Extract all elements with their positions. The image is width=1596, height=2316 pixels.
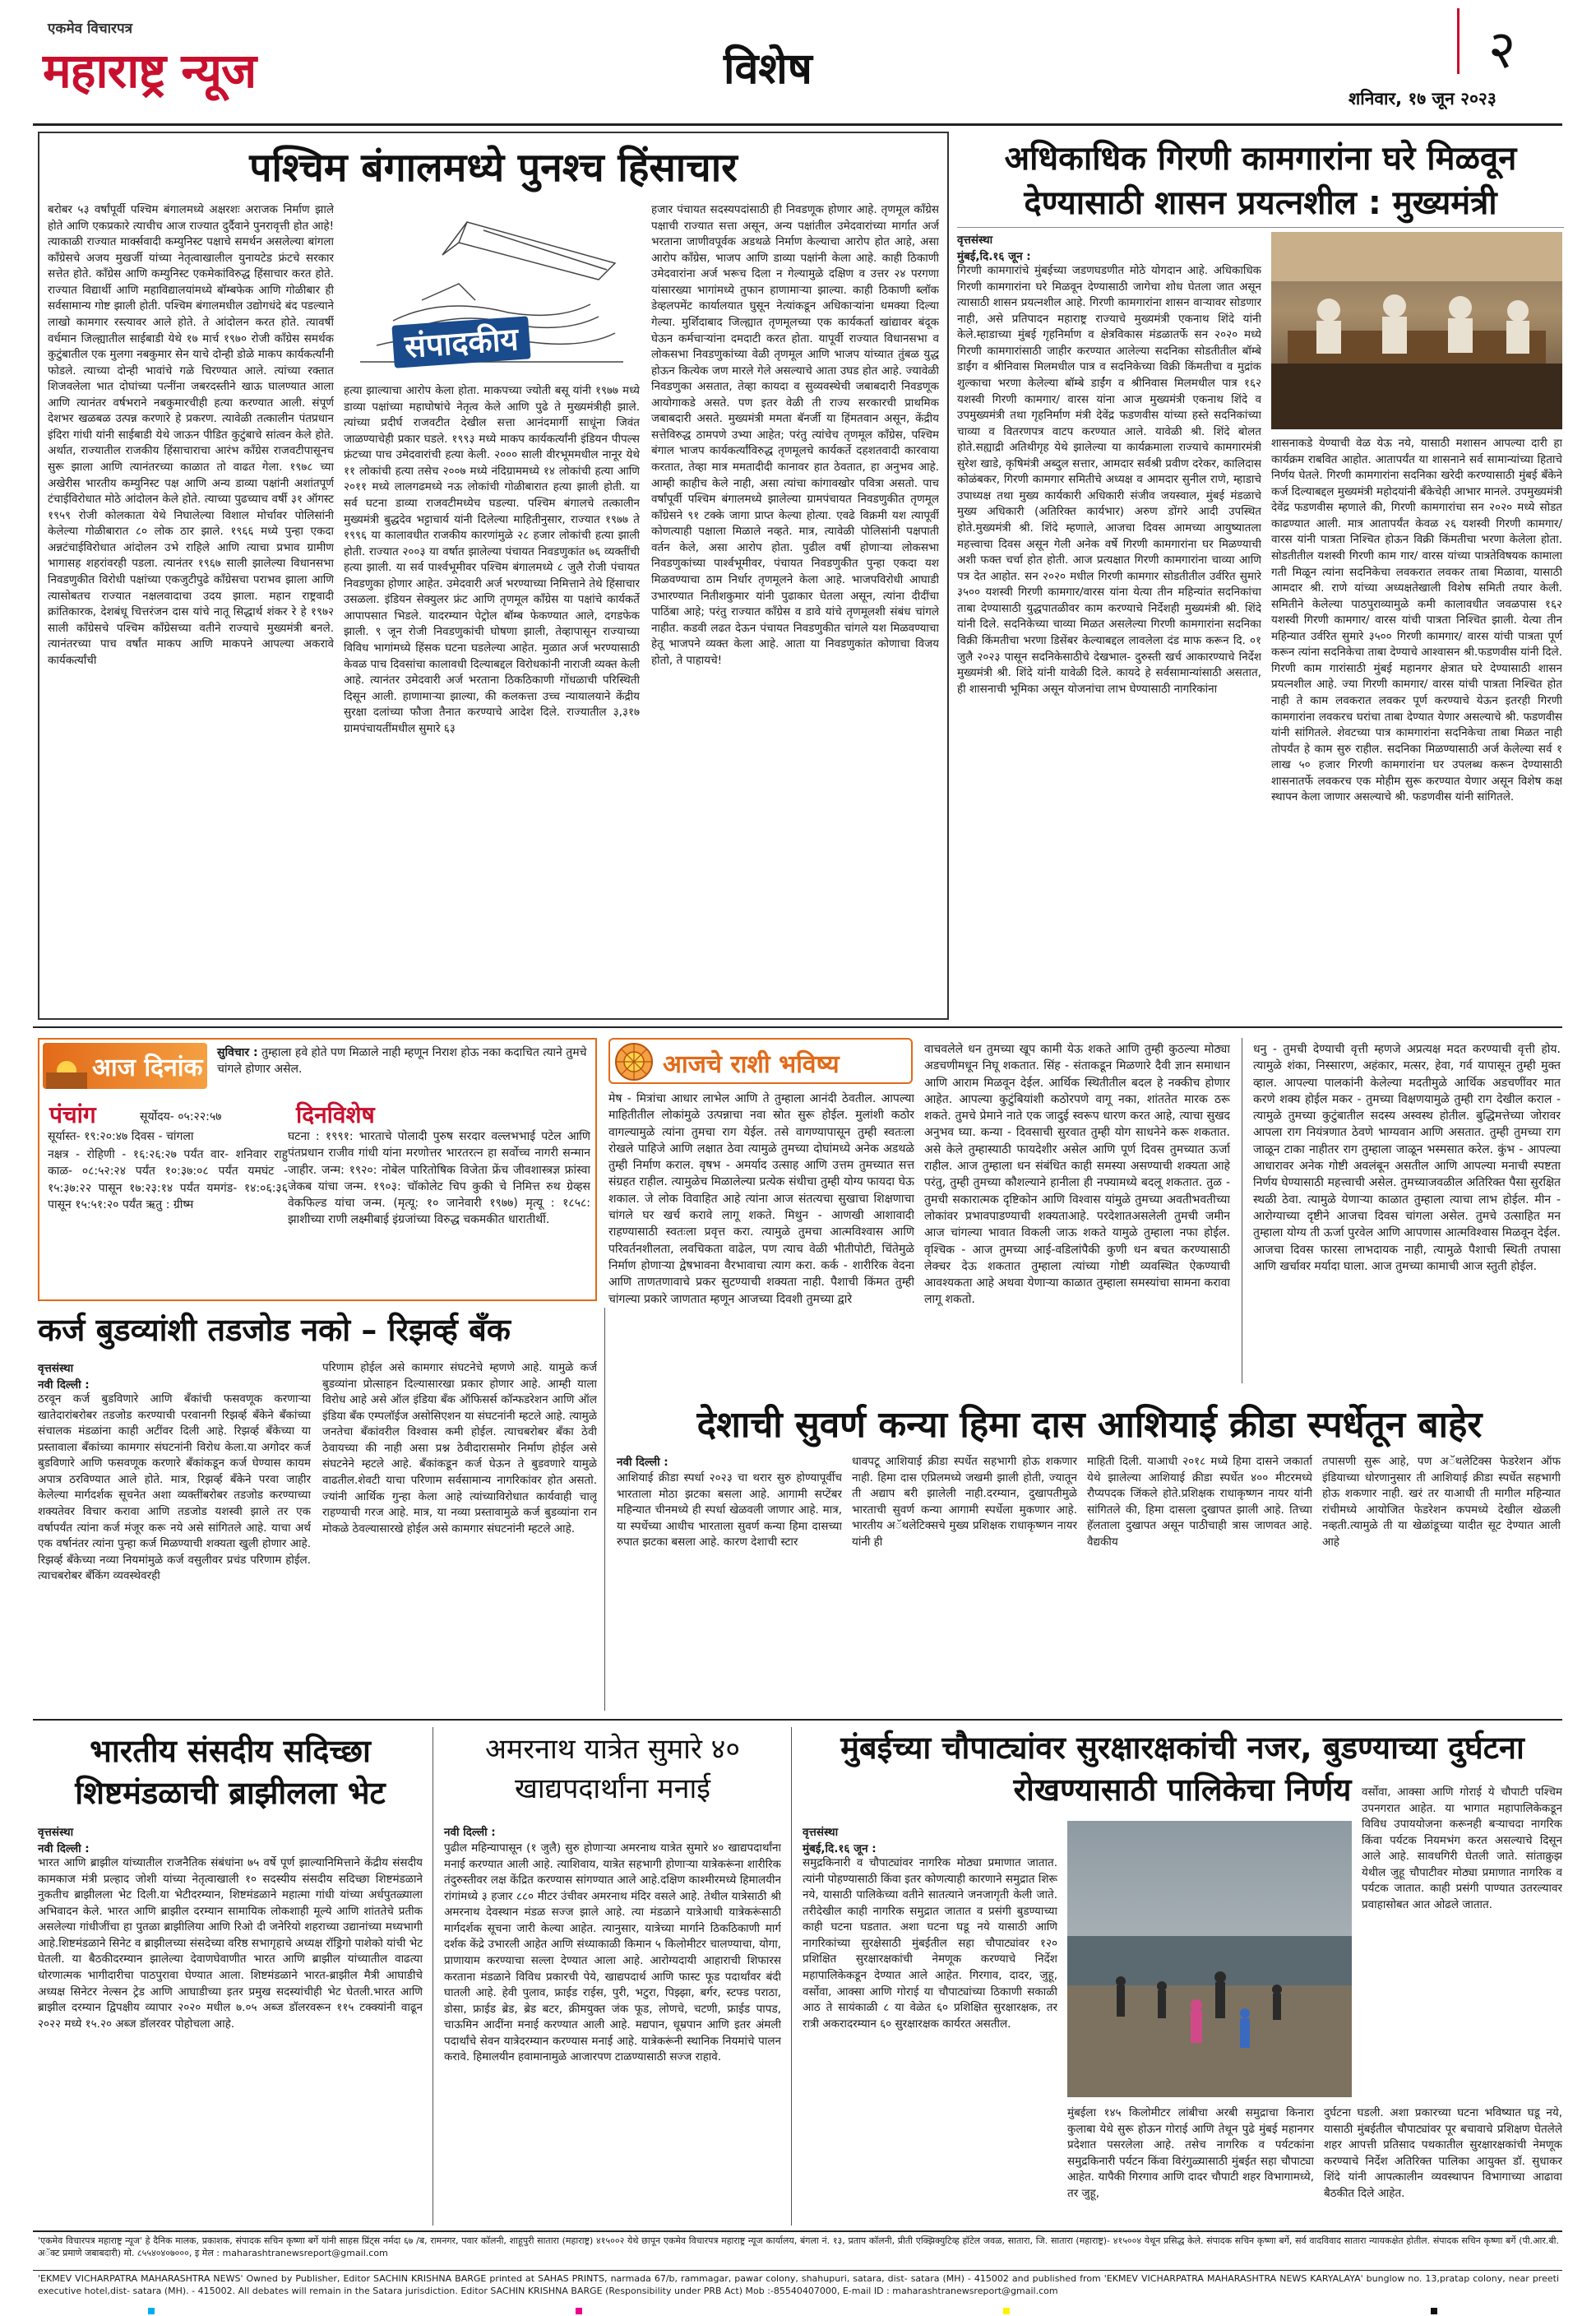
masthead-tagline: एकमेव विचारपत्र — [48, 21, 133, 37]
rashi-title: आजचे राशी भविष्य — [663, 1050, 840, 1079]
hima-headline: देशाची सुवर्ण कन्या हिमा दास आशियाई क्रीडा स्पर्धेतून बाहेर — [696, 1404, 1483, 1446]
imprint-english: 'EKMEV VICHARPATRA MAHARASHTRA NEWS' Owned by Publisher, Editor SACHIN KRISHNA BARGE printed at SAHAS PRINTS, narmada 67/b, rammagar, pawar colony, shahupuri, satara, dist- satara (MH) - 415002 and published from 'EKMEV VICHARPATRA MAHARASHTRA NEWS KARYALAYA' bunglow no. 13,pratap colony, near preeti executive hotel,dist- satara (MH). - 415002. All debates will remain in the Satara jurisdiction. Editor SACHIN KRISHNA BARGE (Responsibility under PRB Act) Mob :-85540407000, E-mail ID : maharashtranewsreport@gmail.com — [38, 2273, 1559, 2296]
sunrise-icon — [46, 1043, 87, 1089]
print-reg-mark — [1431, 2308, 1437, 2314]
rashi-banner — [608, 1038, 913, 1084]
page-number: २ — [1488, 20, 1516, 81]
mills-col-1: गिरणी कामगारांचे मुंबईच्या जडणघडणीत मोठे योगदान आहे. अधिकाधिक गिरणी कामगारांना घरे मिळवून देण्यासाठी जागेचा शोध घेतला जात असून त्यासाठी शासन प्रयत्नशील आहे. गिरणी कामगारांना शासन वाऱ्यावर सोडणार नाही, असे प्रतिपादन महाराष्ट्र राज्याचे मुख्यमंत्री एकनाथ शिंदे यांनी केले.म्हाडाच्या मुंबई गृहनिर्माण व क्षेत्रविकास मंडळातर्फे सन २०२० मध्ये गिरणी कामगारांसाठी जाहीर करण्यात आलेल्या सदनिका सोडतीतील बॉम्बे डाईंग व श्रीनिवास मिलमधील पात्र व सदनिकेच्या विक्री किंमतीचा व मुद्रांक शुल्काचा भरणा केलेल्या बॉम्बे डाईंग व श्रीनिवास मिलमधील पात्र १६२ यशस्वी गिरणी कामगार/ वारस यांना आज मुख्यमंत्री एकनाथ शिंदे व उपमुख्यमंत्री तथा गृहनिर्माण मंत्री देवेंद्र फडणवीस यांच्या हस्ते सदनिकांच्या चाव्या व वितरणपत्र वाटप करण्यात आले. यावेळी श्री. शिंदे बोलत होते.सह्याद्री अतिथीगृह येथे झालेल्या या कार्यक्रमाला राज्याचे कामगारमंत्री सुरेश खाडे, कृषिमंत्री अब्दुल सत्तार, आमदार सर्वश्री प्रवीण दरेकर, कालिदास कोळंबकर, गिरणी कामगार समितीचे अध्यक्ष व आमदार सुनील राणे, म्हाडाचे उपाध्यक्ष तथा मुख्य कार्यकारी अधिकारी संजीव जयस्वाल, मुंबई मंडळाचे मुख्य अधिकारी (अतिरिक्त कार्यभार) अरुण डोंगरे आदी उपस्थित होते.मुख्यमंत्री श्री. शिंदे म्हणाले, आजचा दिवस आमच्या आयुष्यातला महत्त्वाचा दिवस असून गेली अनेक वर्षे गिरणी कामगारांना घर मिळण्याची अशी फक्त चर्चा होत होती. आज प्रत्यक्षात गिरणी कामगारांना चाव्या आणि पत्र देत आहोत. सन २०२० मधील गिरणी कामगार सोडतीतील उर्वरित सुमारे ३५०० यशस्वी गिरणी कामगार/वारस यांना येत्या तीन महिन्यांत सदनिकांचा ताबा देण्यासाठी युद्धपातळीवर काम करण्याचे निर्देशही मुख्यमंत्री श्री. शिंदे यांनी दिले. सदनिकेच्या चाव्या मिळत असलेल्या गिरणी कामगारांना सदनिका विक्री किंमतीचा भरणा डिसेंबर केल्याबद्दल लावलेला दंड माफ करून दि. ०१ जुलै २०२३ पासून सदनिकेसाठीचे देखभाल- दुरुस्ती खर्च आकारण्याचे निर्देश मुख्यमंत्री श्री. शिंदे यांनी यावेळी दिले. कायदे हे सर्वसामान्यांसाठी असतात, ही शासनाची भूमिका असून योजनांचा लाभ घेण्यासाठी नागरिकांना — [957, 264, 1261, 696]
rashi-col-2: वाचवलेले धन तुमच्या खूप कामी येऊ शकते आणि तुम्ही कुठल्या मोठ्या अडचणीमधून निघू शकतात. सिंह - संताकडून मिळणारे दैवी ज्ञान समाधान आणि आराम मिळवून देईल. आर्थिक स्थितीतील बदल हे नक्कीच होणार आहेत. आपल्या कुटुंबियांशी कठोरपणे वागू नका, शांततेत मारक ठरू शकते. तुमचे प्रेमाने नाते एक जादुई स्वरूप धारण करत आहे, त्याचा सुखद अनुभव घ्या. कन्या - दिवसाची सुरवात तुम्ही योग साधनेने करू शकतात. असे केले तुम्हास्याठी फायदेशीर असेल आणि पूर्ण दिवस तुमच्यात ऊर्जा राहील. आज तुम्हाला धन संबंधित काही समस्या असण्याची शक्यता आहे परंतु, तुम्ही तुमच्या कौशल्याने हानीला ही नफ्यामध्ये बदलू शकतात. तुळ - तुमची सकारात्मक दृष्टिकोन आणि विश्वास यांमुळे तुमच्या अवतीभवतीच्या लोकांवर प्रभावपाडण्याची शक्यताआहे. परदेशातअसलेली तुमची जमीन आज चांगल्या भावात विकली जाऊ शकते यामुळे तुम्हाला नफा होईल. वृश्चिक - आज तुमच्या आई-वडिलांपैकी कुणी धन बचत करण्यासाठी लेक्चर देऊ शकतात तुम्हाला त्यांच्या गोष्टी व्यवस्थित ऐकण्याची आवश्यकता आहे अथवा येणाऱ्या काळात तुम्हाला समस्यांचा सामना करावा लागू शकतो. — [924, 1043, 1230, 1307]
amarnath-dateline: नवी दिल्ली : — [444, 1826, 496, 1839]
imprint-rule-2 — [33, 2270, 1562, 2271]
hima-col-1: आशियाई क्रीडा स्पर्धा २०२३ चा थरार सुरु होण्यापूर्वीच भारताला मोठा झटका बसला आहे. आगामी सप्टेंबर महिन्यात चीनमध्ये ही स्पर्धा खेळवली जाणार आहे. मात्र, या स्पर्धेच्या आधीच भारताला सुवर्ण कन्या हिमा दासच्या रुपात झटका बसला आहे. कारण देशाची स्टार — [617, 1471, 842, 1549]
dinvishesh-label: दिनविशेष — [296, 1101, 375, 1128]
panchang-line-1: सूर्योदय- ०५:२२:५७ — [140, 1110, 222, 1123]
mills-headline-rule — [957, 227, 1564, 228]
rbi-divider — [604, 1308, 605, 1711]
brazil-agency: वृत्तसंस्था — [38, 1826, 74, 1839]
mumbai-col-2: मुंबईला १४५ किलोमीटर लांबीचा अरबी समुद्राचा किनारा कुलाबा येथे सुरू होऊन गोराई आणि तेथून पुढे मुंबई महानगर प्रदेशात पसरलेला आहे. तसेच नागरिक व पर्यटकांना समुद्रकिनारी पर्यटन किंवा विरंगुळ्यासाठी मुंबईत सहा चौपाट्या आहेत. यापैकी गिरगाव आणि दादर चौपाटी शहर विभागामध्ये, तर जुहू, — [1067, 2106, 1314, 2200]
issue-date: शनिवार, १७ जून २०२३ — [1349, 89, 1497, 109]
rashi-col-1: मेष - मित्रांचा आधार लाभेल आणि ते तुम्हाला आनंदी ठेवतील. आपल्या माहितीतील लोकांमुळे उत्पन्नाचा नवा स्रोत सुरू होईल. मुलांशी कठोर वागल्यामुळे त्यांना तुमचा राग येईल. तसे वागण्यापासून तुम्ही स्वतःला रोखले पाहिजे आणि लक्षात ठेवा त्यामुळे तुमच्या दोघांमध्ये अनेक अडथळे तुम्ही निर्माण कराल. वृषभ - अमर्याद उत्साह आणि उत्तम तुमच्यात सत्त संग्रहत राहील. त्यामुळेच मिळालेल्या प्रत्येक संधीचा तुम्ही योग्य फायदा घेऊ शकाल. जे लोक विवाहित आहे त्यांना आज संतत्यचा सुखाचा शिक्षणाचा चांगले घर खर्च करावे लागू शकते. मिथुन - आणखी आशावादी राहण्यासाठी स्वतःला प्रवृत्त करा. त्यामुळे तुमचा आत्मविश्वास आणि परिवर्तनशीलता, लवचिकता वाढेल, पण त्याच वेळी भीतीपोटी, चिंतेमुळे निर्माण होणाऱ्या द्वेषभावना वैरभावाचा त्याग करा. कर्क - शारीरिक वेदना आणि ताणतणावाचे प्रकर सुटण्याची शक्यता नाही. पैशाची किंमत तुम्ही चांगल्या प्रकारे जाणतात म्हणून आजच्या दिवशी तुमच्या द्वारे — [608, 1092, 914, 1306]
mumbai-col-4: दुर्घटना घडली. अशा प्रकारच्या घटना भविष्यात घडू नये, यासाठी मुंबईतील चौपाट्यांवर पूर बचावाचे प्रशिक्षण घेतलेले शहर आपत्ती प्रतिसाद पथकातील सुरक्षारक्षकांची नेमणूक करण्याचे निर्देश अतिरिक्त पालिका आयुक्त डॉ. सुधाकर शिंदे यांनी आपत्कालीन व्यवस्थापन विभागाच्या आढावा बैठकीत दिले आहेत. — [1324, 2106, 1562, 2200]
panchang-line-2: सूर्यास्त- १९:२०:४७ दिवस - चांगला — [48, 1130, 194, 1143]
suvichar — [217, 1045, 592, 1078]
rbi-headline: कर्ज बुडव्यांशी तडजोड नको – रिझर्व्ह बँक — [38, 1312, 511, 1348]
section-rule-1 — [33, 1026, 1562, 1028]
bengal-col-1: बरोबर ५३ वर्षांपूर्वी पश्चिम बंगालमध्ये अक्षरशः अराजक निर्माण झाले होते आणि एकप्रकारे त्याचीच आज राज्यात दुर्दैवाने पुनरावृत्ती होत आहे! त्याकाळी राज्यात मार्क्सवादी कम्युनिस्ट पक्षाचे समर्थन असलेल्या बांगला कॉंग्रेसचे अजय मुखर्जी यांच्या नेतृत्वाखालील युनायटेड फ्रंटचे सरकार सत्तेत होते. कॉंग्रेस आणि कम्युनिस्ट एकमेकांविरुद्ध हिंसाचार करत होते. राज्यात विद्यार्थी आणि महाविद्यालयांमध्ये बॉम्बफेक आणि गोळीबार ही सर्वसामान्य गोष्ट झाली होती. पश्चिम बंगालमधील उद्योगधंदे बंद पडल्याने लाखो कामगार रस्त्यावर आले होते. ते आंदोलन करत होते. त्यावर्षी वर्धमान जिल्ह्यातील साईबाडी येथे १७ मार्च १९७० रोजी कॉंग्रेस समर्थक कुटुंबातील एक मुलगा नबकुमार सेन याचे दोन्ही डोळे माकप कार्यकर्त्यांनी फोडले. त्याच्या दोन्ही भावांचे गळे चिरण्यात आले. त्यांच्या रक्तात शिजवलेला भात दोघांच्या पत्नींना जबरदस्तीने खाऊ घालण्यात आला आणि त्यानंतर वर्षभराने नबकुमारचीही हत्या करण्यात आली. संपूर्ण देशभर खळबळ उत्पन्न करणारे हे प्रकरण. त्यावेळी तत्कालीन पंतप्रधान इंदिरा गांधी यांनी साईबाडी येथे जाऊन पीडित कुटुंबाचे सांत्वन केले होते. अर्थात, राज्यातील राजकीय हिंसाचाराचा आरंभ कॉंग्रेस राजवटीपासूनच सुरू झाला आणि त्यानंतरच्या काळात तो वाढत गेला. १९७८ च्या अखेरीस भारतीय कम्युनिस्ट पक्ष आणि अन्य डाव्या पक्षांनी अशांतपूर्ण टंचाईविरोधात मोठे आंदोलन केले होते. त्याच्या पुढच्याच वर्षी ३१ ऑगस्ट १९५९ रोजी कोलकाता येथे निघालेल्या विशाल मोर्चावर पोलिसांनी केलेल्या गोळीबारात ८० लोक ठार झाले. १९६६ मध्ये पुन्हा एकदा अन्नटंचाईविरोधात आंदोलन उभे राहिले आणि त्याचा प्रभाव ग्रामीण भागासह शहरांवरही पडला. त्यानंतर १९६७ साली झालेल्या विधानसभा निवडणुकीत विरोधी पक्षांच्या एकजुटीपुढे कॉंग्रेसचा पराभव झाला आणि त्यासोबतच राज्यात नक्षलवादाचा उदय झाला. महान राष्ट्रवादी क्रांतिकारक, देशबंधू चित्तरंजन दास यांचे नातू सिद्धार्थ शंकर रे हे १९७२ साली कॉंग्रेसचे पश्चिम कॉंग्रेसच्या वतीने राज्याचे मुख्यमंत्री बनले. त्यानंतरच्या पाच वर्षांत माकप आणि माकपने आपल्या अकरावे कार्यकर्त्यांची — [48, 203, 334, 667]
brazil-headline: भारतीय संसदीय सदिच्छा शिष्टमंडळाची ब्राझीलला भेट — [75, 1733, 386, 1812]
rashi-col-3: धनु - तुमची देण्याची वृत्ती म्हणजे अप्रत्यक्ष मदत करण्याची वृत्ती होय. त्यामुळे शंका, निस्सारण, अहंकार, मत्सर, हेवा, गर्व यापासून तुम्ही मुक्त व्हाल. आपल्या पालकांनी केलेल्या मदतीमुळे आर्थिक अडचणींवर मात करणे शक्य होईल मकर - तुमच्या विक्षणयामुळे तुम्ही राग देखील कराल - त्यामुळे तुमच्या कुटुंबातील सदस्य अस्वस्थ होतील. बुद्धिमत्तेच्या जोरावर आपला राग नियंत्रणात ठेवणे भाग्यवान आणि असतात. तुम्ही तुमच्या राग जाळून टाका नाहीतर राग तुम्हाला जाळून भस्मसात करेल. कुंभ - आपल्या आधारावर अनेक गोष्टी अवलंबून असतील आणि आपल्या मनाची स्पष्टता निर्णय घेण्यासाठी महत्त्वाची असेल. तुमच्याजवळील अतिरिक्त पैसा सुरक्षित स्थळी ठेवा. त्यामुळे येणाऱ्या काळात तुम्हाला त्याचा लाभ होईल. मीन - आरोग्याच्या दृष्टीने आजचा दिवस चांगला असेल. तुमचे उत्साहित मन तुम्हाला योग्य ती ऊर्जा पुरवेल आणि आपणास आत्मविश्वास मिळवून देईल. आजचा दिवस फारसा लाभदायक नाही, त्यामुळे पैशाची स्थिती तपासा आणि खर्चावर मर्यादा घाला. आज तुमच्या कामाची आज स्तुती होईल. — [1253, 1043, 1561, 1273]
amarnath-headline: अमरनाथ यात्रेत सुमारे ४० खाद्यपदार्थांना मनाई — [484, 1733, 741, 1805]
mumbai-agency: वृत्तसंस्था — [803, 1826, 839, 1839]
print-reg-mark — [576, 2308, 582, 2314]
print-reg-mark — [1003, 2308, 1010, 2314]
editorial-illustration — [344, 197, 641, 377]
panchang-label: पंचांग — [49, 1101, 96, 1128]
suvichar-label: सुविचार : — [217, 1046, 258, 1059]
hima-dateline: नवी दिल्ली : — [617, 1456, 668, 1469]
bengal-col-3: हजार पंचायत सदस्यपदांसाठी ही निवडणूक होणार आहे. तृणमूल कॉंग्रेस पक्षाची राज्यात सत्ता असून, अन्य पक्षांतील उमेदवारांच्या मार्गात अर्ज भरताना जाणीवपूर्वक अडथळे निर्माण केल्याचा आरोप होत आहे, असा आरोप कॉंग्रेस, भाजप आणि डाव्या पक्षांनी केला आहे. काही ठिकाणी उमेदवारांना अर्ज भरूच दिला न गेल्यामुळे दक्षिण व उत्तर २४ परगणा यांसारख्या भागांमध्ये तुफान हाणामाऱ्या झाल्या. काही ठिकाणी ब्लॉक डेव्हलपमेंट कार्यालयात घुसून नेत्यांकडून अधिकाऱ्यांना धमक्या दिल्या गेल्या. मुर्शिदाबाद जिल्ह्यात तृणमूलच्या एक कार्यकर्ता खांद्यावर बंदूक घेऊन कर्मचाऱ्यांना दमदाटी करत होता. यापूर्वी राज्यात विधानसभा व लोकसभा निवडणुकांच्या वेळी तृणमूल आणि भाजप यांच्यात तुंबळ युद्ध होऊन कित्येक जण मारले गेले असल्याचे आता उघड होत आहे. ज्यावेळी निवडणुका असतात, तेव्हा कायदा व सुव्यवस्थेची जबाबदारी निवडणूक आयोगाकडे असते. पण इतर वेळी ती राज्य सरकारची प्राथमिक जबाबदारी असते. मुख्यमंत्री ममता बॅनर्जी या हिंमतवान असून, केंद्रीय सत्तेविरुद्ध ठामपणे उभ्या आहेत; परंतु त्यांचेच तृणमूल कॉंग्रेस, पश्चिम बंगाल भाजप कार्यकर्त्यांविरुद्ध तृणमूलचे कार्यकर्ते दहशतवादी कारवाया करतात, तेव्हा मात्र ममतादीदी कानावर हात ठेवतात, हा अनुभव आहे. आम्ही काहीच केले नाही, असा त्यांचा कांगावखोर पवित्रा असतो. पाच वर्षांपूर्वी पश्चिम बंगालमध्ये झालेल्या ग्रामपंचायत निवडणुकीत तृणमूल कॉंग्रेसने ९१ टक्के जागा प्राप्त केल्या होत्या. एवढे विक्रमी यश त्यापूर्वी कोणत्याही पक्षाला मिळाले नव्हते. मात्र, त्यावेळी पोलिसांनी पक्षपाती वर्तन केले, असा आरोप होता. पुढील वर्षी होणाऱ्या लोकसभा निवडणुकांच्या पार्श्वभूमीवर, पंचायत निवडणुकीत पुन्हा एकदा यश मिळवण्याचा ठाम निर्धार तृणमूलने केला आहे. भाजपविरोधी आघाडी उभारण्यात नितीशकुमार यांनी पुढाकार घेतला असून, त्यांना दीदींचा पाठिंबा आहे; परंतु राज्यात कॉंग्रेस व डावे यांचे तृणमूलशी संबंध चांगले नाहीत. कडवी लढत देऊन पंचायत निवडणुकीत चांगले यश मिळवण्याचा हेतू भाजपने व्यक्त केला आहे. आता या निवडणुकांत कोणाचा विजय होतो, ते पाहायचे! — [651, 203, 939, 667]
panchang-line-3: नक्षत्र - रोहिणी - १६:२६:२७ पर्यंत वार- शनिवार राहु काळ- ०८:५२:२४ पर्यंत १०:३७:०८ पर्यंत यमघंट - १५:३७:२२ पासून १७:२३:१४ पर्यंत यमगंड- १४:०६:३६ पासून १५:५१:२० पर्यंत ऋतु : ग्रीष्म — [48, 1148, 288, 1211]
hima-col-3: माहिती दिली. याआधी २०१८ मध्ये हिमा दासने जकार्ता येथे झालेल्या आशियाई क्रीडा स्पर्धेत ४०० मीटरमध्ये रौप्यपदक जिंकले होते.प्रशिक्षक राधाकृष्णन नायर यांनी सांगितले की, हिमा दासला दुखापत झाली आहे. तिच्या हॅलताला दुखापत असून पाठीचाही त्रास जाणवत आहे. वैद्यकीय — [1087, 1455, 1312, 1549]
rbi-dateline: नवी दिल्ली : — [38, 1378, 90, 1392]
hima-col-4: तपासणी सुरू आहे, पण अॅथलेटिक्स फेडरेशन ऑफ इंडियाच्या धोरणानुसार ती आशियाई क्रीडा स्पर्धेत सहभागी होऊ शकणार नाही. खरं तर याआधी ती मागील महिन्यात रांचीमध्ये आयोजित फेडरेशन कपमध्ये देखील खेळली नव्हती.त्यामुळे ती या खेळांडूच्या यादीत सूट देण्यात आली आहे — [1322, 1455, 1561, 1549]
masthead-name: महाराष्ट्र न्यूज — [43, 43, 257, 99]
page-number-divider — [1457, 8, 1460, 74]
dinvishesh-text: घटना : १९९१: भारताचे पोलादी पुरुष सरदार वल्लभभाई पटेल आणि पंतप्रधान राजीव गांधी यांना मरणोत्तर भारतरत्न हा सर्वोच्च नागरी सन्मान जाहीर. जन्म: १९२०: नोबेल पारितोषिक विजेता फ्रेंच जीवशास्त्रज्ञ फ्रांस्वा जेकब यांचा जन्म. १९०३: चॉकोलेट चिप कुकी चे निमित्त रुथ ग्रेव्हस वेकफिल्ड यांचा जन्म. (मृत्यू: १० जानेवारी १९७७) मृत्यू : १८५८: झाशीच्या राणी लक्ष्मीबाई इंग्रजांच्या विरुद्ध चकमकीत धारातीर्थी. — [288, 1130, 590, 1227]
aaj-dinank-banner — [43, 1043, 207, 1089]
rbi-agency: वृत्तसंस्था — [38, 1362, 74, 1375]
mumbai-dateline: मुंबई,दि.१६ जून : — [803, 1842, 877, 1855]
rbi-col-1: ठरवून कर्ज बुडविणारे आणि बँकांची फसवणूक करणाऱ्या खातेदारांबरोबर तडजोड करण्याची परवानगी रिझर्व्ह बँकेने बँकांच्या संचालक मंडळांना काही अटींवर दिली आहे. रिझर्व्ह बँकेच्या या प्रस्तावाला बँकांच्या कामगार संघटनांनी विरोध केला.या अगोदर कर्ज बुडविणारे आणि फसवणूक करणारे बँकांकडून कर्ज घेण्यास कायम अपात्र ठरविण्यात आले होते. मात्र, रिझर्व्ह बँकेने परवा जाहीर केलेल्या मार्गदर्शक सूचनेत अशा व्यक्तींबरोबर तडजोड करण्याच्या शक्यतेवर विचार करावा आणि तडजोड यशस्वी झाले तर एक वर्षापर्यंत त्यांना कर्ज मंजूर करू नये असे सांगितले आहे. याचा अर्थ एक वर्षानंतर त्यांना पुन्हा कर्ज मिळण्याची शक्यता खुली होणार आहे. रिझर्व्ह बँकेच्या नव्या नियमांमुळे कर्ज वसुलीवर प्रचंड परिणाम होईल. त्याचबरोबर बँकिंग व्यवस्थेवरही — [38, 1392, 311, 1583]
bengal-headline: पश्चिम बंगालमध्ये पुनश्च हिंसाचार — [249, 145, 738, 191]
imprint-rule — [33, 2230, 1562, 2232]
brazil-dateline: नवी दिल्ली : — [38, 1842, 90, 1855]
mills-dateline: मुंबई,दि.१६ जून : — [957, 250, 1031, 263]
cm-event-photo — [1271, 232, 1562, 429]
rbi-col-2: परिणाम होईल असे कामगार संघटनेचे म्हणणे आहे. यामुळे कर्ज बुडव्यांना प्रोत्साहन दिल्यासारखा प्रकार होणार आहे. आम्ही याला विरोध आहे असे ऑल इंडिया बँक ऑफिसर्स कॉन्फडरेशन आणि ऑल इंडिया बँक एम्पलॉईज असोसिएशन या संघटनांनी म्हटले आहे. त्यामुळे जनतेचा बँकांवरील विश्वास कमी होईल. त्याचबरोबर बँका ठेवी ठेवायच्या की नाही असा प्रश्न ठेवीदारासमोर निर्माण होईल असे संघटनेने म्हटले आहे. बँकांकडून कर्ज घेऊन ते बुडवणारे यामुळे वाढतील.शेवटी याचा परिणाम सर्वसामान्य नागरिकांवर होत असतो. ज्यांनी आर्थिक गुन्हा केला आहे त्यांच्याविरोधात कार्यवाही चालू राहण्याची गरज आहे. मात्र, या नव्या प्रस्तावामुळे कर्ज बुडव्यांना रान मोकळे ठेवल्यासारखे होईल असे कामगार संघटनांनी म्हटले आहे. — [322, 1361, 597, 1536]
section-rule-2 — [33, 1719, 1562, 1721]
masthead-rule — [33, 123, 1562, 126]
suvichar-text: तुम्हाला हवे होते पण मिळाले नाही म्हणून निराश होऊ नका कदाचित त्याने तुमचे चांगले होणार असेल. — [217, 1046, 587, 1077]
mumbai-col-1: समुद्रकिनारी व चौपाट्यांवर नागरिक मोठ्या प्रमाणात जातात. त्यांनी पोहण्यासाठी किंवा इतर कोणत्याही कारणाने समुद्रात शिरू नये, यासाठी पालिकेच्या वतीने सातत्याने जनजागृती केली जाते. तरीदेखील काही नागरिक समुद्रात जातात व प्रसंगी बुडण्याच्या काही घटना घडतात. अशा घटना घडू नये यासाठी आणि नागरिकांच्या सुरक्षेसाठी मुंबईतील सहा चौपाट्यांवर १२० प्रशिक्षित सुरक्षारक्षकांची नेमणूक करण्याचे निर्देश महापालिकेकडून देण्यात आले आहेत. गिरगाव, दादर, जुहू, वर्सोवा, आक्सा आणि गोराई या चौपाट्यांच्या ठिकाणी सकाळी आठ ते सायंकाळी ८ या वेळेत ६० प्रशिक्षित सुरक्षारक्षक, तर रात्री अकरादरम्यान ६० सुरक्षारक्षक कार्यरत असतील. — [803, 1856, 1057, 2031]
mills-col-2: शासनाकडे येण्याची वेळ येऊ नये, यासाठी मशासन आपल्या दारी हा कार्यक्रम राबवित आहोत. आतापर्यंत या शासनाने सर्व सामान्यांच्या हिताचे निर्णय घेतले. गिरणी कामगारांना सदनिका खरेदी करण्यासाठी मुंबई बँकेने कर्ज दिल्याबद्दल मुख्यमंत्री महोदयांनी बँकेचेही आभार मानले. उपमुख्यमंत्री देवेंद्र फडणवीस म्हणाले की, गिरणी कामगारांचा सन २०२० मध्ये सोडत काढण्यात आली. मात्र आतापर्यंत केवळ २६ यशस्वी गिरणी कामगार/ वारस यांनी पात्रता निश्चित होऊन विक्री किंमतीचा भरणा केलेला होता. सोडतीतील यशस्वी गिरणी काम गार/ वारस यांच्या पात्रतेविषयक कामाला गती मिळून त्यांना सदनिकेचा लवकरात लवकर ताबा मिळावा, यासाठी आमदार श्री. राणे यांच्या अध्यक्षतेखाली विशेष समिती तयार केली. समितीने केलेल्या पाठपुराव्यामुळे कमी कालावधीत जवळपास १६२ यशस्वी गिरणी कामगार/ वारस यांची पात्रता निश्चित झाली. येत्या तीन महिन्यात उर्वरित सुमारे ३५०० गिरणी कामगार/ वारस यांची पात्रता पूर्ण करून त्यांना सदनिकेचा ताबा देण्याचे आश्वासन श्री.फडणवीस यांनी दिले. गिरणी काम गारांसाठी मुंबई महानगर क्षेत्रात घरे देण्यासाठी शासन प्रयत्नशील आहे. ज्या गिरणी कामगार/ वारस यांची पात्रता निश्चित होत नाही ते काम लवकरात लवकर पूर्ण करण्याचे येऊन इतरही गिरणी कामगारांना लवकरच घरांचा ताबा देण्यात येणार असल्याचे श्री. फडणवीस यांनी सांगितले. शेवटच्या पात्र कामगारांना सदनिकेचा ताबा मिळत नाही तोपर्यंत हे काम सुरु राहील. सदनिका मिळण्यासाठी अर्ज केलेल्या सर्व १ लाख ५० हजार गिरणी कामगारांना घर उपलब्ध करून देण्यासाठी शासनातर्फे लवकरच एक मोहीम सुरू करण्यात येणार असून विशेष कक्ष स्थापन केला जाणार असल्याचे श्री. फडणवीस यांनी सांगितले. — [1271, 437, 1562, 804]
brazil-text: भारत आणि ब्राझील यांच्यातील राजनैतिक संबंधांना ७५ वर्षे पूर्ण झाल्यानिमित्ताने केंद्रीय संसदीय कामकाज मंत्री प्रल्हाद जोशी यांच्या नेतृत्वाखाली १० सदस्यीय संसदीय सदिच्छा शिष्टमंडळाने नुकतीच ब्राझीलला भेट दिली.या भेटीदरम्यान, शिष्टमंडळाने महात्मा गांधी यांच्या अर्धपुतळ्याला अभिवादन केले. भारत आणि ब्राझील दरम्यान सामायिक लोकशाही मूल्ये आणि शांततेचे प्रतीक असलेल्या गांधीजींचा हा पुतळा ब्राझीलिया आणि रिओ दी जनेरियो शहराच्या उद्यानांच्या मध्यभागी आहे.शिष्टमंडळाने सिनेट व ब्राझीलच्या संसदेच्या वरिष्ठ सभागृहाचे अध्यक्ष रॉड्रिगो पाशेको यांची भेट घेतली. या बैठकीदरम्यान झालेल्या देवाणघेवाणीत भारत आणि ब्राझील यांच्यातील वाढत्या धोरणात्मक भागीदारीचा पाठपुरावा घेण्यात आला. शिष्टमंडळाने भारत-ब्राझील मैत्री आघाडीचे अध्यक्ष सिनेटर नेल्सन ट्रेड आणि आघाडीच्या इतर प्रमुख सदस्यांचीही भेट घेतली.भारत आणि ब्राझील दरम्यान द्विपक्षीय व्यापार २०२० मधील ७.०५ अब्ज डॉलरवरून ११५ टक्क्यांनी वाढून २०२२ मध्ये १५.२० अब्ज डॉलरवर पोहोचला आहे. — [38, 1856, 423, 2031]
section-title: विशेष — [724, 44, 812, 94]
print-reg-mark — [148, 2308, 155, 2314]
amarnath-divider — [791, 1727, 792, 2226]
imprint-marathi: 'एकमेव विचारपत्र महाराष्ट्र न्यूज' हे दैनिक मालक, प्रकाशक, संपादक सचिन कृष्णा बर्गे यांनी साहस प्रिंट्स नर्मदा ६७ /ब, रामनगर, पवार कॉलनी, शाहूपुरी सातारा (महाराष्ट्र) ४१५००२ येथे छापून एकमेव विचारपत्र महाराष्ट्र न्यूज कार्यालय, बंगला नं. १३, प्रताप कॉलनी, प्रीती एक्झिक्युटिव्ह हॉटेल जवळ, सातारा, जि. सातारा (महाराष्ट्र)- ४१५००४ येथून प्रसिद्ध केले. संपादक सचिन कृष्णा बर्गे, सर्व वादविवाद सातारा न्यायकक्षेत होतील. संपादक सचिन कृष्णा बर्गे (पी.आर.बी. अॅक्ट प्रमाणे जबाबदारी) मो. ८५५४०४०७०००, इ मेल : maharashtranewsreport@gmail.com — [38, 2235, 1559, 2258]
mills-agency: वृत्तसंस्था — [957, 234, 993, 247]
hima-col-2: धावपटू आशियाई क्रीडा स्पर्धेत सहभागी होऊ शकणार नाही. हिमा दास एप्रिलमध्ये जखमी झाली होती, ज्यातून ती अद्याप बरी झालेली नाही.दरम्यान, दुखापतीमुळे भारताची सुवर्ण कन्या आगामी स्पर्धेला मुकणार आहे. भारतीय अॅथलेटिक्सचे मुख्य प्रशिक्षक राधाकृष्णन नायर यांनी ही — [852, 1455, 1077, 1549]
mumbai-col-3: वर्सोवा, आक्सा आणि गोराई ये चौपाटी पश्चिम उपनगरात आहेत. या भागात महापालिकेकडून विविध उपाययोजना करूनही बऱ्याचदा नागरिक किंवा पर्यटक नियमभंग करत असल्याचे दिसून आले आहे. सावधगिरी घेतली जाते. सांताक्रुझ येथील जुहू चौपाटीवर मोठ्या प्रमाणात नागरिक व पर्यटक जातात. काही प्रसंगी पाण्यात उतरल्यावर प्रवाहासोबत आत ओढले जातात. — [1362, 1786, 1562, 1911]
editorial-label: संपादकीय — [391, 316, 531, 368]
masthead — [0, 0, 1596, 132]
amarnath-text: पुढील महिन्यापासून (१ जुलै) सुरु होणाऱ्या अमरनाथ यात्रेत सुमारे ४० खाद्यपदार्थांना मनाई करण्यात आली आहे. त्याशिवाय, यात्रेत सहभागी होणाऱ्या यात्रेकरूंना शारीरिक तंदुरुस्तीवर लक्ष केंद्रित करण्यास सांगण्यात आले आहे.दक्षिण काश्मीरमध्ये हिमालयीन रांगांमध्ये ३ हजार ८८० मीटर उंचीवर अमरनाथ मंदिर वसले आहे. तेथील यात्रेसाठी श्री अमरनाथ देवस्थान मंडळ सज्ज झाले आहे. त्या मंडळाने यात्रेआधी यात्रेकरूंसाठी मार्गदर्शक सूचना जारी केल्या आहेत. त्यानुसार, यात्रेच्या मार्गाने ठिकठिकाणी मार्ग दर्शक केंद्रे उभारली आहेत आणि संध्याकाळी किमान ५ किलोमीटर चालण्याचा, योगा, प्राणायाम करण्याचा सल्ला देण्यात आला आहे. आरोग्यदायी आहाराची शिफारस करताना मंडळाने विविध प्रकारची पेये, खाद्यपदार्थ आणि फास्ट फूड पदार्थांवर बंदी घातली आहे. हेवी पुलाव, फ्राईड राईस, पुरी, भटुरा, पिझ्झा, बर्गर, स्टफ्ड पराठा, डोसा, फ्राईड ब्रेड, ब्रेड बटर, क्रीमयुक्त जंक फूड, लोणचे, चटणी, फ्राईड पापड, चाऊमिन आदींना मनाई करण्यात आली आहे. मद्यपान, धूम्रपान आणि इतर अंमली पदार्थांचे सेवन यात्रेदरम्यान करण्यास मनाई आहे. यात्रेकरूंनी स्थानिक नियमांचे पालन करावे. हिमालयीन हवामानामुळे आजारपण टाळण्यासाठी सज्ज राहावे. — [444, 1841, 781, 2064]
mumbai-headline: मुंबईच्या चौपाट्यांवर सुरक्षारक्षकांची नजर, बुडण्याच्या दुर्घटना रोखण्यासाठी पालिकेचा निर्णय — [840, 1730, 1524, 1809]
beach-photo — [1067, 1821, 1352, 2097]
zodiac-wheel-icon — [612, 1040, 656, 1084]
aaj-dinank-title: आज दिनांक — [92, 1054, 203, 1082]
mills-headline: अधिकाधिक गिरणी कामगारांना घरे मिळवून देण्यासाठी शासन प्रयत्नशील : मुख्यमंत्री — [1004, 140, 1517, 222]
bengal-col-2: हत्या झाल्याचा आरोप केला होता. माकपच्या ज्योती बसू यांनी १९७७ मध्ये डाव्या पक्षांच्या महाघोषांचे नेतृत्व केले आणि पुढे ते मुख्यमंत्रीही झाले. त्यांच्या प्रदीर्घ राजवटीत देखील सत्ता आनंदमार्गी साधूंना जिवंत जाळण्याचेही प्रकार घडले. १९९३ मध्ये माकप कार्यकर्त्यांनी इंडियन पीपल्स फ्रंटच्या पाच उमेदवारांची हत्या केली. २००० साली वीरभूममधील नानूर येथे ११ लोकांची हत्या तसेच २००७ मध्ये नंदिग्राममध्ये १४ लोकांची हत्या आणि २०११ मध्ये लालगढमध्ये नऊ लोकांची गोळीबारात हत्या झाली होती. या सर्व घटना डाव्या राजवटीमध्येच घडल्या. पश्चिम बंगालचे तत्कालीन मुख्यमंत्री बुद्धदेव भट्टाचार्य यांनी दिलेल्या माहितीनुसार, राज्यात १९७७ ते १९९६ या कालावधीत राजकीय कारणांमुळे २८ हजार लोकांची हत्या झाली होती. राज्यात २००३ या वर्षात झालेल्या पंचायत निवडणुकांत ७६ व्यक्तींची हत्या झाली. या सर्व पार्श्वभूमीवर पश्चिम बंगालमध्ये ८ जुलै रोजी पंचायत निवडणुका होणार आहेत. उमेदवारी अर्ज भरण्याच्या निमित्ताने तेथे हिंसाचार उसळला. इंडियन सेक्युलर फ्रंट आणि तृणमूल कॉंग्रेस या पक्षांचे कार्यकर्ते आपापसात भिडले. यादरम्यान पेट्रोल बॉम्ब फेकण्यात आले, दगडफेक झाली. ९ जून रोजी निवडणुकांची घोषणा झाली, तेव्हापासून राज्याच्या विविध भागांमध्ये हिंसक घटना घडलेल्या आहेत. मुळात अर्ज भरण्यासाठी केवळ पाच दिवसांचा कालावधी दिल्याबद्दल विरोधकांनी नाराजी व्यक्त केली आहे. त्यानंतर उमेदवारी अर्ज भरताना ठिकठिकाणी गोंधळाची परिस्थिती दिसून आली. हाणामाऱ्या झाल्या, की कलकत्ता उच्च न्यायालयाने केंद्रीय सुरक्षा दलांच्या फौजा तैनात करण्याचे आदेश दिले. राज्यातील ३,३१७ ग्रामपंचायतींमधील सुमारे ६३ — [344, 384, 640, 735]
